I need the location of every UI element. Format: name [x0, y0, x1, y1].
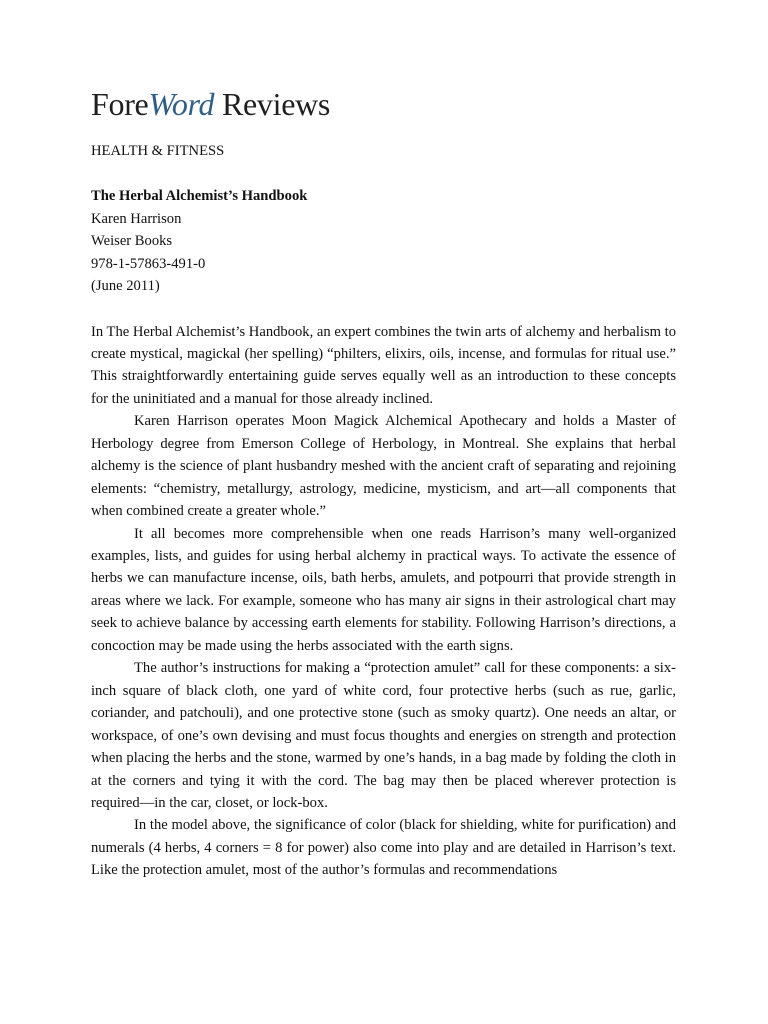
review-paragraph: In the model above, the significance of color (black for shielding, white for purification) and numerals (4 herbs, 4 corners = 8 for power) also come into play and are detailed in Harrison’s text. Like the protection amulet, most of the author’s formulas and recommendations [91, 817, 676, 879]
book-metadata [91, 185, 676, 298]
logo-word: Word [148, 86, 215, 122]
review-paragraph: The author’s instructions for making a “protection amulet” call for these components: a six-inch square of black cloth, one yard of white cord, four protective herbs (such as rue, garlic, coriander, and patchouli), and one protective stone (such as smoky quartz). One needs an altar, or workspace, of one’s own devising and must focus thoughts and energies on strength and protection when placing the herbs and the stone, warmed by one’s hands, in a bag made by folding the cloth in at the corners and tying it with the cord. The bag may then be placed wherever protection is required—in the car, closet, or lock-box. [91, 660, 676, 812]
review-body [91, 321, 676, 882]
book-title: The Herbal Alchemist’s Handbook [91, 188, 308, 204]
book-author: Karen Harrison [91, 210, 182, 227]
book-isbn: 978-1-57863-491-0 [91, 255, 206, 272]
review-paragraph: In The Herbal Alchemist’s Handbook, an expert combines the twin arts of alchemy and herbalism to create mystical, magickal (her spelling) “philters, elixirs, oils, incense, and formulas for ritual use.” This straightforwardly entertaining guide serves equally well as an introduction to these concepts for the uninitiated and a manual for those already inclined. [91, 323, 676, 407]
logo-suffix: Reviews [214, 86, 331, 122]
book-date: (June 2011) [91, 278, 160, 294]
book-publisher: Weiser Books [91, 233, 173, 249]
review-content [91, 140, 676, 882]
review-paragraph: It all becomes more comprehensible when one reads Harrison’s many well-organized examples, lists, and guides for using herbal alchemy in practical ways. To activate the essence of herbs we can manufacture incense, oils, bath herbs, amulets, and potpourri that provide strength in areas where we lack. For example, someone who has many air signs in their astrological chart may seek to achieve balance by accessing earth elements for stability. Following Harrison’s directions, a concoction may be made using the herbs associated with the earth signs. [91, 525, 676, 654]
logo-prefix: Fore [91, 86, 149, 122]
review-paragraph: Karen Harrison operates Moon Magick Alchemical Apothecary and holds a Master of Herbology degree from Emerson College of Herbology, in Montreal. She explains that herbal alchemy is the science of plant husbandry meshed with the ancient craft of separating and rejoining elements: “chemistry, metallurgy, astrology, medicine, mysticism, and art—all components that when combined create a greater whole.” [91, 413, 676, 520]
category-heading: HEALTH & FITNESS [91, 143, 225, 159]
foreword-reviews-logo [91, 84, 330, 124]
